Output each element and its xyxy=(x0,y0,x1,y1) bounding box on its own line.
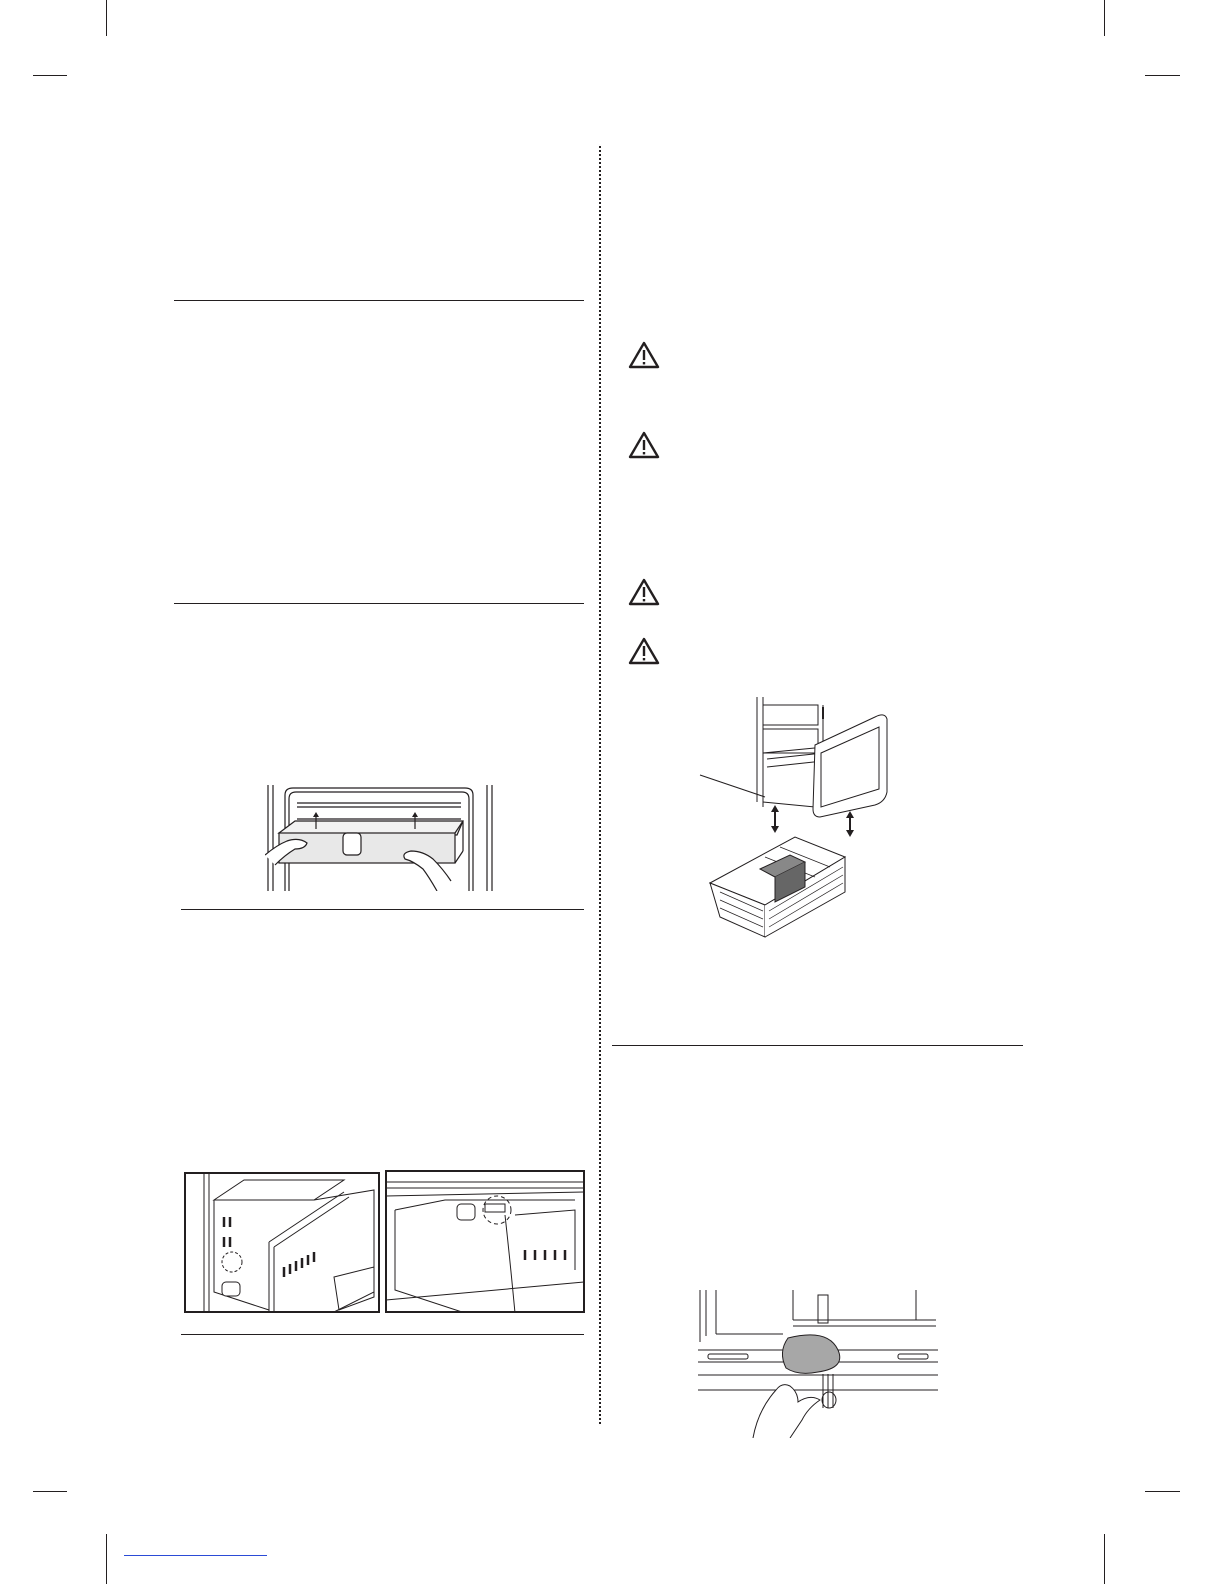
link-underline xyxy=(124,1555,267,1556)
crop-mark xyxy=(33,75,67,76)
warning-triangle-icon xyxy=(627,577,661,607)
crop-mark xyxy=(33,1491,67,1492)
section-rule xyxy=(612,1045,1023,1046)
crop-mark xyxy=(1145,1491,1180,1492)
section-rule xyxy=(181,1334,584,1335)
door-bin-removal-illustration xyxy=(265,785,495,891)
warning-triangle-icon xyxy=(627,636,661,666)
warning-triangle-icon xyxy=(627,340,661,370)
section-rule xyxy=(181,909,584,910)
door-cleaning-illustration xyxy=(698,1290,938,1438)
crop-mark xyxy=(1145,75,1180,76)
freezer-drawer-right-illustration xyxy=(385,1170,585,1313)
crop-mark xyxy=(106,1534,107,1584)
freezer-drawer-left-illustration xyxy=(184,1172,380,1313)
freezer-basket-removal-illustration xyxy=(695,697,895,947)
crop-mark xyxy=(1104,0,1105,36)
warning-triangle-icon xyxy=(627,430,661,460)
crop-mark xyxy=(106,0,107,36)
column-divider xyxy=(599,146,601,1424)
section-rule xyxy=(174,603,584,604)
crop-mark xyxy=(1104,1534,1105,1584)
section-rule xyxy=(174,300,584,301)
